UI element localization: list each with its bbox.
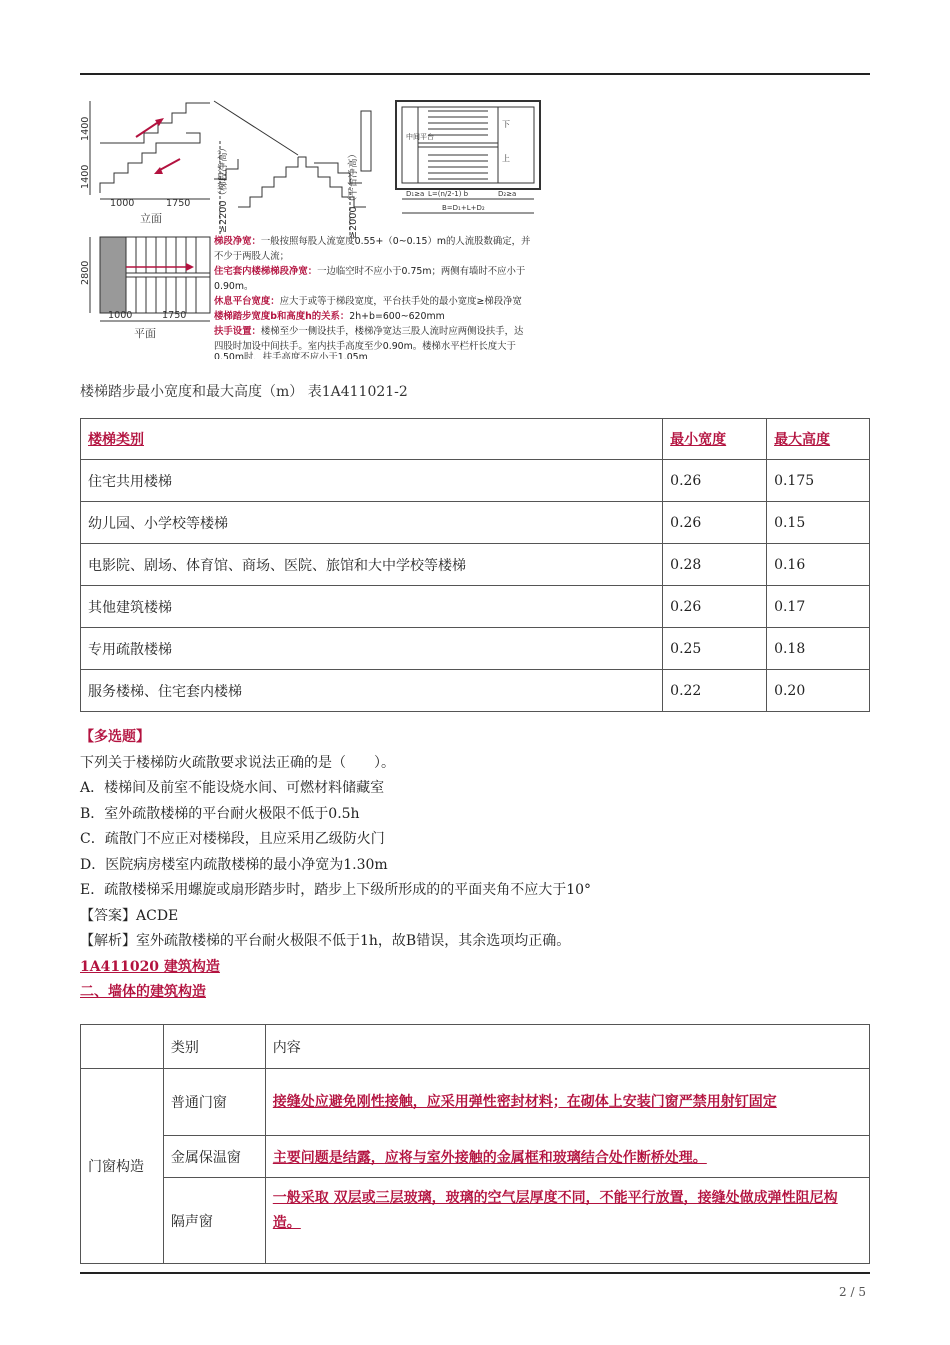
table-row xyxy=(81,670,870,712)
clearance-2000: ≥2000（平台净高） xyxy=(348,148,359,239)
stairwell-plan-diagram xyxy=(361,101,540,213)
dim-1000: 1000 xyxy=(110,198,135,209)
stair-plan-diagram xyxy=(80,237,210,321)
dim-plan-1750: 1750 xyxy=(162,310,187,321)
table-cell: 0.25 xyxy=(663,628,767,670)
option-a: A．楼梯间及前室不能设烧水间、可燃材料储藏室 xyxy=(80,780,385,796)
table-cell: 0.175 xyxy=(767,460,870,502)
wall-construction-table xyxy=(80,1024,870,1264)
svg-text:0.90m。: 0.90m。 xyxy=(214,281,254,292)
clearance-2200: ≥2200（梯段净高） xyxy=(218,142,229,233)
stair-section-diagram xyxy=(214,101,366,239)
table-cell: 专用疏散楼梯 xyxy=(81,628,663,670)
header-cell: 楼梯类别 xyxy=(81,419,663,460)
table-cell: 普通门窗 xyxy=(163,1069,265,1136)
svg-text:不少于两股人流；: 不少于两股人流； xyxy=(214,251,290,262)
landing-label: 中间平台 xyxy=(406,133,434,141)
svg-text:梯段净宽：一般按照每股人流宽度0.55+（0~0.15）m的: 梯段净宽：一般按照每股人流宽度0.55+（0~0.15）m的人流股数确定，并 xyxy=(214,236,531,247)
option-d: D．医院病房楼室内疏散楼梯的最小净宽为1.30m xyxy=(80,856,388,873)
page-number: 2 / 5 xyxy=(839,1285,866,1299)
table-row xyxy=(81,1136,870,1178)
table-cell: 0.26 xyxy=(663,460,767,502)
table-cell: 住宅共用楼梯 xyxy=(81,460,663,502)
table-row xyxy=(81,460,870,502)
svg-text:0.50m时，扶手高度不应小于1.05m: 0.50m时，扶手高度不应小于1.05m xyxy=(214,352,368,359)
down-label: 下 xyxy=(502,120,510,129)
answer: 【答案】ACDE xyxy=(80,907,179,924)
header-cell: 内容 xyxy=(265,1025,869,1069)
table-cell: 0.15 xyxy=(767,502,870,544)
table-row xyxy=(81,628,870,670)
question-block xyxy=(80,725,591,1006)
group-cell: 门窗构造 xyxy=(81,1069,164,1264)
plan-label: 平面 xyxy=(134,327,156,340)
table-cell: 其他建筑楼梯 xyxy=(81,586,663,628)
question-type: 【多选题】 xyxy=(80,729,150,745)
svg-text:休息平台宽度：应大于或等于梯段宽度，平台扶手处的最小宽度≥梯: 休息平台宽度：应大于或等于梯段宽度，平台扶手处的最小宽度≥梯段净宽 xyxy=(214,296,522,307)
dim-plan-1000: 1000 xyxy=(108,310,133,321)
svg-text:四股时加设中间扶手。室内扶手高度至少0.90m。楼梯水平栏杆: 四股时加设中间扶手。室内扶手高度至少0.90m。楼梯水平栏杆长度大于 xyxy=(214,341,516,352)
table-cell: 0.22 xyxy=(663,670,767,712)
l-formula: L=(n/2-1) b xyxy=(428,190,469,198)
table-cell: 隔声窗 xyxy=(163,1178,265,1264)
section-code: 1A411020 建筑构造 xyxy=(80,958,220,975)
table-row xyxy=(81,1178,870,1264)
svg-text:扶手设置：楼梯至少一侧设扶手，楼梯净宽达三股人流时应两侧设扶: 扶手设置：楼梯至少一侧设扶手，楼梯净宽达三股人流时应两侧设扶手，达 xyxy=(214,326,524,337)
header-cell: 类别 xyxy=(163,1025,265,1069)
table-cell: 0.20 xyxy=(767,670,870,712)
table-cell: 0.18 xyxy=(767,628,870,670)
table-cell: 0.28 xyxy=(663,544,767,586)
table-header-row xyxy=(81,419,870,460)
b-formula: B=D₁+L+D₂ xyxy=(442,204,485,212)
table-row xyxy=(81,502,870,544)
dim-1400-bottom: 1400 xyxy=(80,164,91,189)
table-cell: 幼儿园、小学校等楼梯 xyxy=(81,502,663,544)
table-cell: 0.17 xyxy=(767,586,870,628)
table-cell: 0.26 xyxy=(663,586,767,628)
table-cell: 金属保温窗 xyxy=(163,1136,265,1178)
d2-dimension: D₂≥a xyxy=(498,190,517,198)
elevation-label: 立面 xyxy=(140,212,162,225)
table-row xyxy=(81,586,870,628)
table-cell: 0.26 xyxy=(663,502,767,544)
table-cell: 主要问题是结露，应将与室外接触的金属框和玻璃结合处作断桥处理。 xyxy=(265,1136,869,1178)
d1-dimension: D₁≥a xyxy=(406,190,425,198)
dim-1400-top: 1400 xyxy=(80,116,91,141)
dim-1750: 1750 xyxy=(166,198,191,209)
table-caption: 楼梯踏步最小宽度和最大高度（m） 表1A411021-2 xyxy=(80,384,408,400)
stair-elevation-diagram xyxy=(80,101,210,209)
table-cell: 一般采取 双层或三层玻璃，玻璃的空气层厚度不同，不能平行放置，接缝处做成弹性阻尼构造。 xyxy=(265,1178,869,1264)
option-c: C．疏散门不应正对楼梯段，且应采用乙级防火门 xyxy=(80,831,385,847)
svg-text:住宅套内楼梯梯段净宽：一边临空时不应小于0.75m；两侧有墙: 住宅套内楼梯梯段净宽：一边临空时不应小于0.75m；两侧有墙时不应小于 xyxy=(214,266,526,277)
section-title: 二、墙体的建筑构造 xyxy=(80,984,206,1000)
question-stem: 下列关于楼梯防火疏散要求说法正确的是（ ）。 xyxy=(80,754,395,771)
table-cell: 电影院、剧场、体育馆、商场、医院、旅馆和大中学校等楼梯 xyxy=(81,544,663,586)
option-b: B．室外疏散楼梯的平台耐火极限不低于0.5h xyxy=(80,805,360,822)
footer-rule xyxy=(80,1272,870,1274)
stair-figure xyxy=(78,97,572,359)
table-cell: 接缝处应避免刚性接触，应采用弹性密封材料；在砌体上安装门窗严禁用射钉固定 xyxy=(265,1069,869,1136)
dim-2800: 2800 xyxy=(80,260,91,285)
option-e: E．疏散楼梯采用螺旋或扇形踏步时，踏步上下级所形成的的平面夹角不应大于10° xyxy=(80,882,592,898)
table-cell: 0.16 xyxy=(767,544,870,586)
stair-step-table xyxy=(80,418,870,712)
svg-text:楼梯踏步宽度b和高度h的关系：2h+b=600~620mm: 楼梯踏步宽度b和高度h的关系：2h+b=600~620mm xyxy=(214,311,445,322)
header-cell: 最大高度 xyxy=(767,419,870,460)
table-row xyxy=(81,1069,870,1136)
up-label: 上 xyxy=(502,154,510,163)
table-row xyxy=(81,544,870,586)
analysis: 【解析】室外疏散楼梯的平台耐火极限不低于1h，故B错误，其余选项均正确。 xyxy=(80,933,571,949)
table-cell: 服务楼梯、住宅套内楼梯 xyxy=(81,670,663,712)
table-header-row xyxy=(81,1025,870,1069)
header-rule xyxy=(80,73,870,75)
header-cell xyxy=(81,1025,164,1069)
header-cell: 最小宽度 xyxy=(663,419,767,460)
